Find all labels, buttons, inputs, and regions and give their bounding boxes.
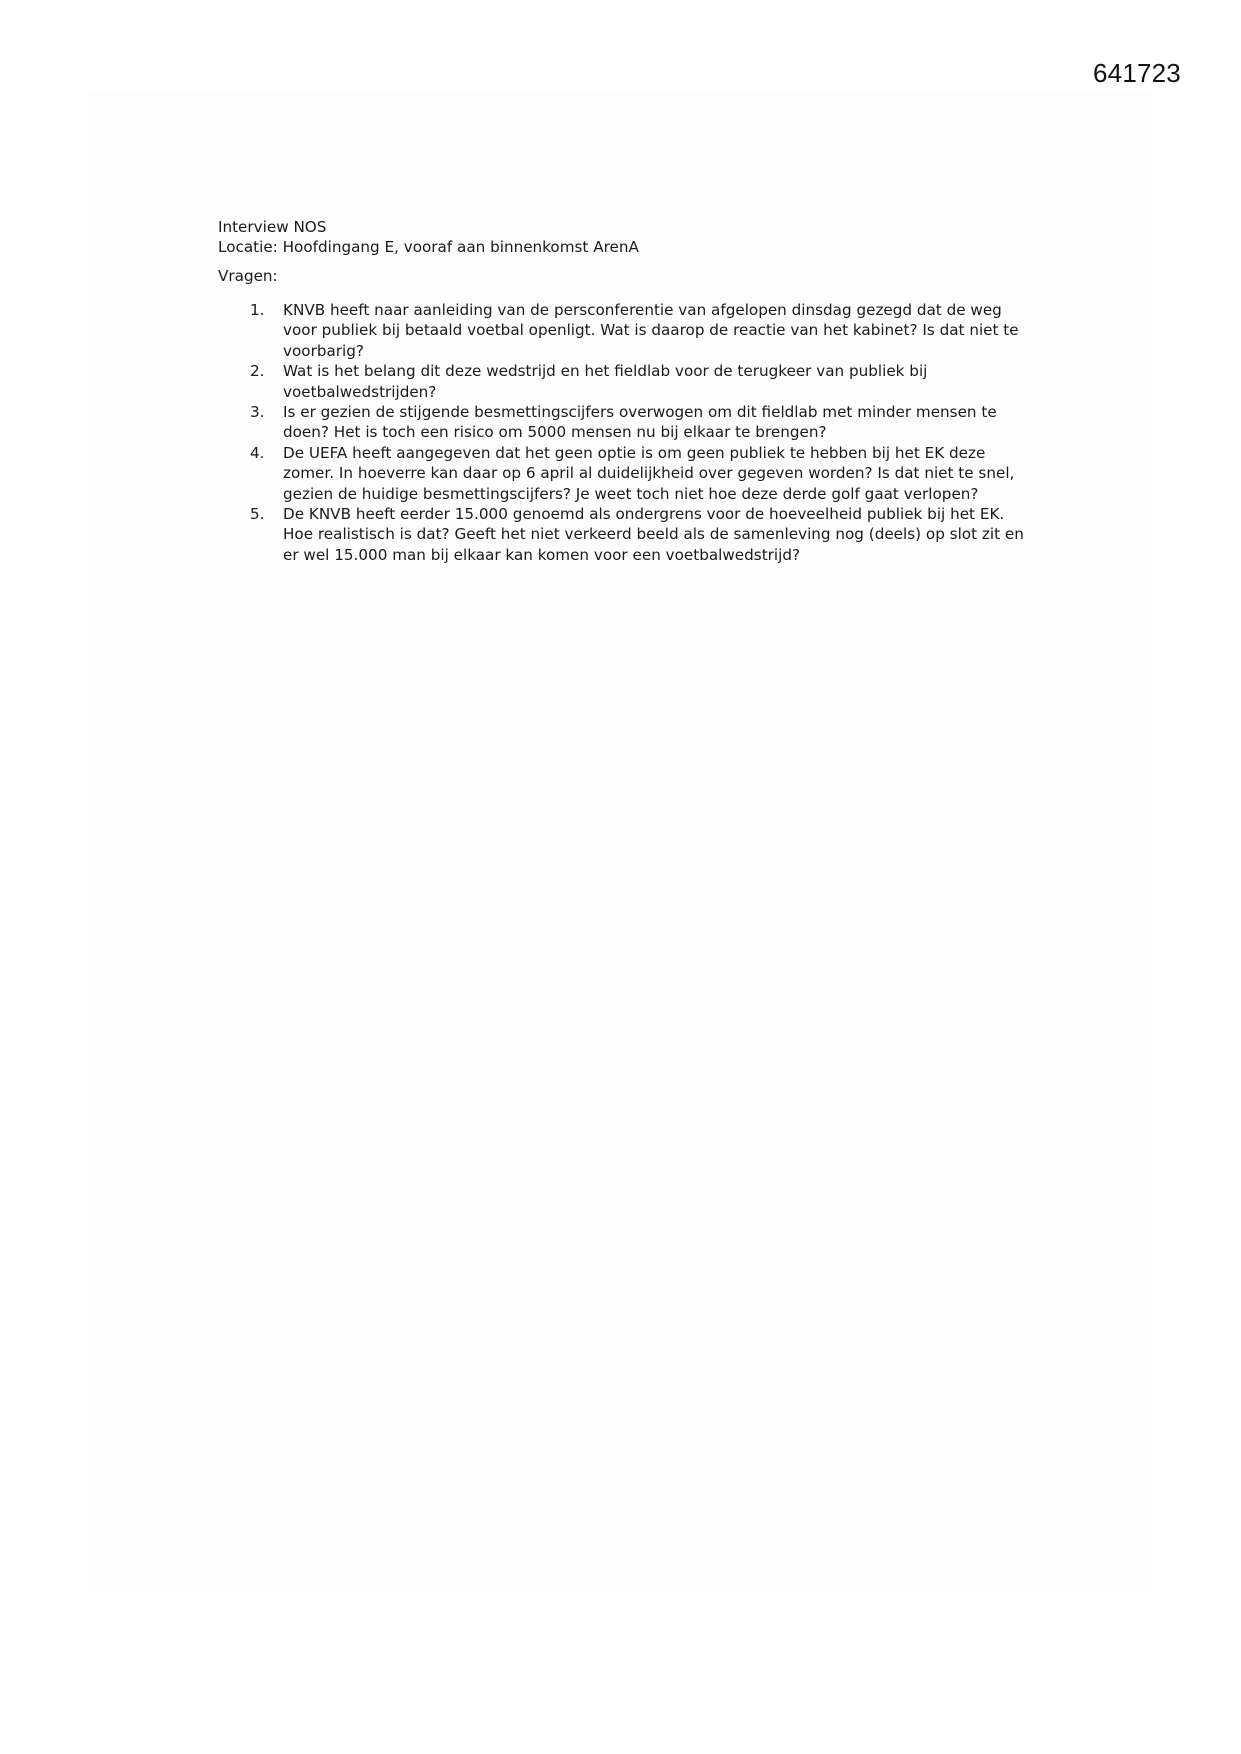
- question-text: De KNVB heeft eerder 15.000 genoemd als ondergrens voor de hoeveelheid publiek bij het EK. Hoe realistisch is dat? Geeft het niet verkeerd beeld als de samenleving nog (deels) op slot zit en er wel 15.000 man bij elkaar kan komen voor een voetbalwedstrijd?: [283, 505, 1024, 564]
- question-item: [218, 402, 1038, 443]
- question-number: 4.: [250, 443, 265, 462]
- question-text: Is er gezien de stijgende besmettingscijfers overwogen om dit fieldlab met minder mensen te doen? Het is toch een risico om 5000 mensen nu bij elkaar te brengen?: [283, 403, 997, 442]
- question-number: 2.: [250, 362, 265, 381]
- questions-label: Vragen:: [218, 267, 278, 285]
- location-line: Locatie: Hoofdingang E, vooraf aan binnenkomst ArenA: [218, 238, 639, 256]
- question-text: De UEFA heeft aangegeven dat het geen optie is om geen publiek te hebben bij het EK deze zomer. In hoeverre kan daar op 6 april al duidelijkheid over gegeven worden? Is dat niet te snel, gezien de huidige besmettingscijfers? Je weet toch niet hoe deze derde golf gaat verlopen?: [283, 443, 1015, 503]
- question-item: [218, 504, 1038, 565]
- question-item: [218, 443, 1038, 504]
- document-number: 641723: [1093, 58, 1181, 88]
- question-number: 5.: [250, 505, 265, 524]
- question-text: KNVB heeft naar aanleiding van de persconferentie van afgelopen dinsdag gezegd dat de weg voor publiek bij betaald voetbal openligt. Wat is daarop de reactie van het kabinet? Is dat niet te voorbarig?: [283, 301, 1019, 360]
- question-item: [218, 361, 1038, 402]
- questions-list: [218, 300, 1038, 565]
- question-text: Wat is het belang dit deze wedstrijd en het fieldlab voor de terugkeer van publiek bij voetbalwedstrijden?: [283, 362, 928, 401]
- question-number: 1.: [250, 301, 265, 319]
- question-number: 3.: [250, 403, 265, 422]
- question-item: [218, 300, 1038, 361]
- document-body: [218, 217, 1038, 565]
- document-title: Interview NOS: [218, 218, 327, 236]
